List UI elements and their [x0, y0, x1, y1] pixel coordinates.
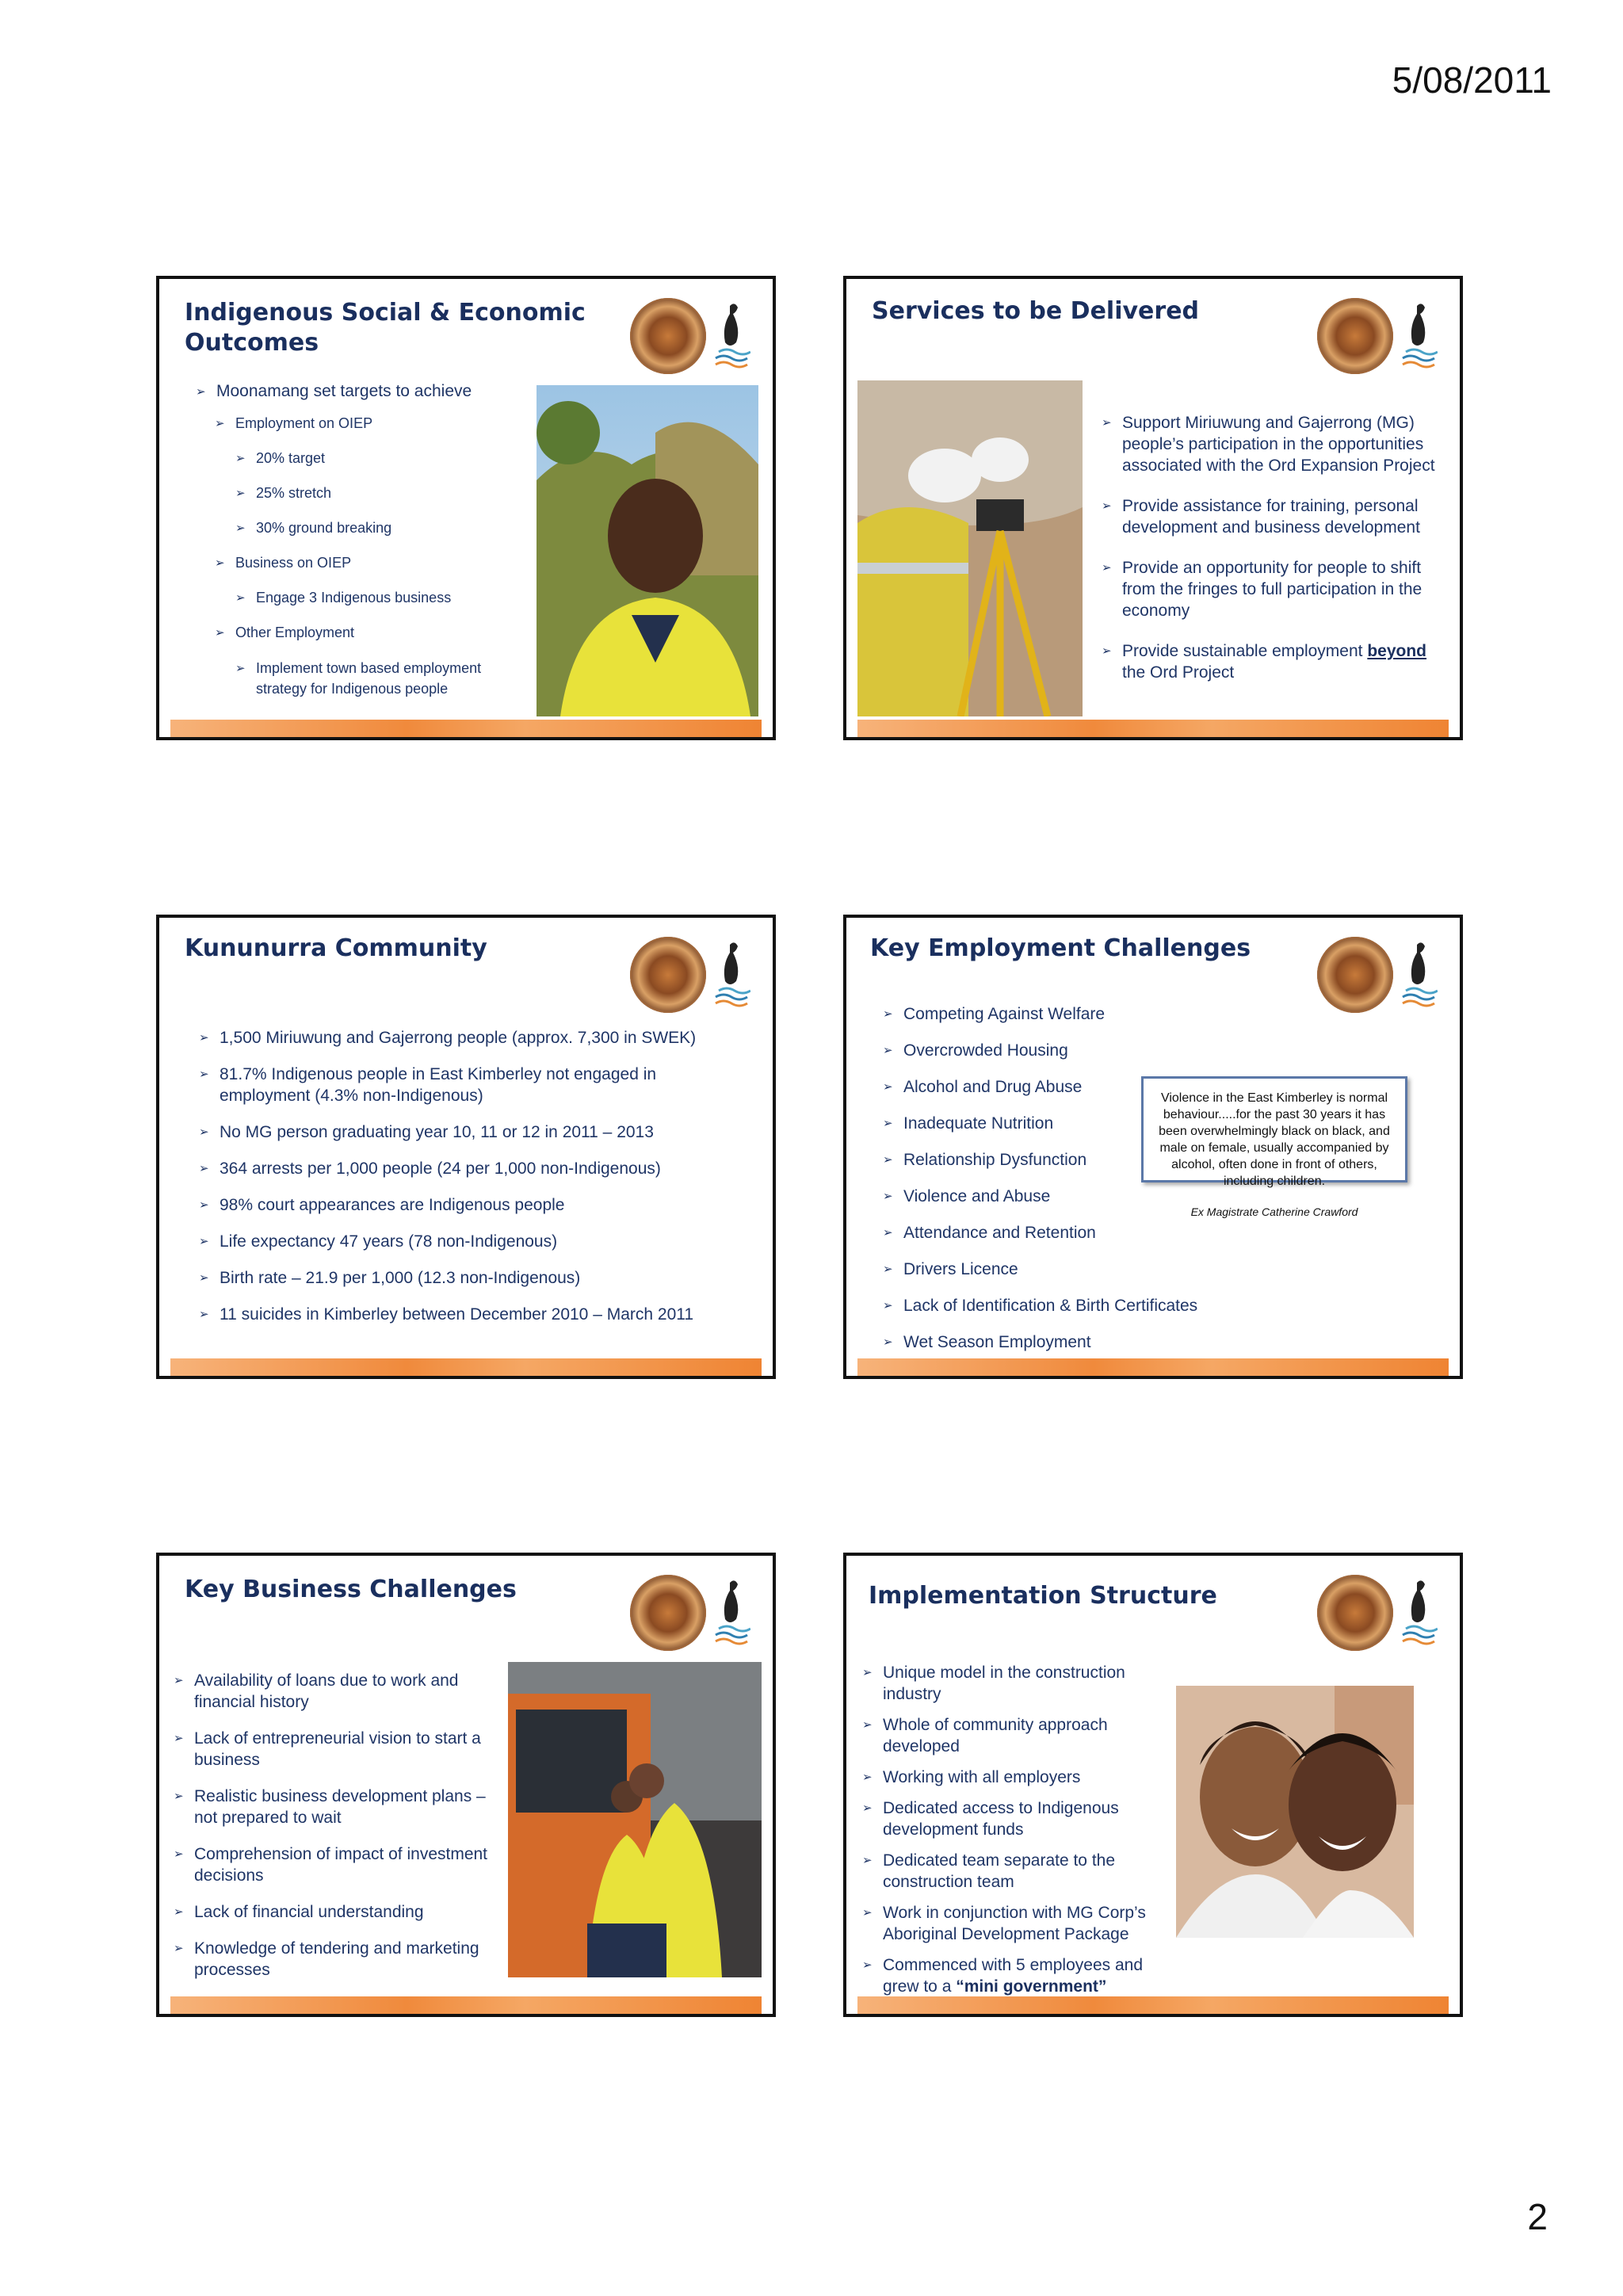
list-item: ➢ 98% court appearances are Indigenous people — [199, 1194, 754, 1216]
quote-attribution: Ex Magistrate Catherine Crawford — [1190, 1205, 1358, 1218]
list-item: ➢ Birth rate – 21.9 per 1,000 (12.3 non-Indigenous) — [199, 1267, 754, 1289]
photo-worker-smiling — [537, 385, 758, 716]
seal-logo-icon — [630, 937, 706, 1013]
slide-implementation — [843, 1553, 1463, 2017]
seal-logo-icon — [630, 1575, 706, 1651]
emphasis-text: “mini government” — [956, 1977, 1107, 1996]
slide-business-challenges — [156, 1553, 776, 2017]
bullet-list — [862, 1662, 1155, 1997]
seal-logo-icon — [1317, 937, 1393, 1013]
bullet-list — [174, 1670, 506, 1981]
seal-logo-icon — [1317, 1575, 1393, 1651]
quote-text: Violence in the East Kimberley is normal behaviour.....for the past 30 years it has been overwhelmingly black on black, and male on female, usually accompanied by alcohol, often done in front of others, including children. — [1159, 1091, 1390, 1188]
logos — [630, 1575, 749, 1654]
list-item: ➢ Comprehension of impact of investment decisions — [174, 1843, 506, 1886]
list-item: ➢ Implement town based employment strategy for Indigenous people — [235, 658, 494, 699]
list-item: ➢ Relationship Dysfunction — [883, 1149, 1247, 1171]
page-number: 2 — [1527, 2196, 1548, 2237]
bird-logo-icon — [1400, 301, 1438, 372]
slide-title: Key Employment Challenges — [870, 934, 1251, 962]
list-item: ➢ Other Employment — [215, 623, 537, 642]
list-item: ➢ 1,500 Miriuwung and Gajerrong people (approx. 7,300 in SWEK) — [199, 1027, 754, 1049]
list-item: ➢ Provide sustainable employment beyond the Ord Project — [1102, 640, 1450, 683]
photo-bus-workers — [508, 1662, 762, 1977]
bird-logo-icon — [1400, 940, 1438, 1011]
slide-footer-band — [857, 1996, 1449, 2014]
list-item: ➢ Work in conjunction with MG Corp’s Aboriginal Development Package — [862, 1902, 1155, 1945]
logos — [1317, 298, 1436, 377]
slide-kununurra — [156, 915, 776, 1379]
list-item: ➢ Commenced with 5 employees and grew to a “mini government” — [862, 1954, 1155, 1997]
list-item: ➢ Working with all employers — [862, 1767, 1155, 1788]
slide-title: Key Business Challenges — [185, 1576, 517, 1603]
slide-title: Indigenous Social & Economic Outcomes — [185, 299, 586, 357]
list-item: ➢ Lack of entrepreneurial vision to start a business — [174, 1728, 506, 1771]
list-item: ➢ 81.7% Indigenous people in East Kimberley not engaged in employment (4.3% non-Indigenous) — [199, 1064, 711, 1106]
emphasis-text: beyond — [1367, 642, 1427, 660]
list-item: ➢ 20% target — [235, 449, 537, 468]
list-item: ➢ Inadequate Nutrition — [883, 1113, 1247, 1134]
slide-title: Services to be Delivered — [872, 297, 1200, 325]
list-item: ➢ Provide assistance for training, personal development and business development — [1102, 495, 1450, 538]
list-item: ➢ Dedicated team separate to the construction team — [862, 1850, 1155, 1893]
seal-logo-icon — [1317, 298, 1393, 374]
list-item: ➢ Lack of financial understanding — [174, 1901, 506, 1923]
photo-smiling-youth — [1176, 1686, 1414, 1938]
list-item: ➢ Drivers Licence — [883, 1259, 1247, 1280]
list-item: ➢ Support Miriuwung and Gajerrong (MG) people’s participation in the opportunities associated with the Ord Expansion Project — [1102, 412, 1450, 476]
list-item: ➢ 30% ground breaking — [235, 518, 537, 537]
slide-footer-band — [170, 720, 762, 737]
bullet-list — [199, 1027, 754, 1325]
logos — [1317, 1575, 1436, 1654]
list-item: ➢ Unique model in the construction industry — [862, 1662, 1155, 1705]
slide-footer-band — [170, 1996, 762, 2014]
seal-logo-icon — [630, 298, 706, 374]
list-item: ➢ 364 arrests per 1,000 people (24 per 1,000 non-Indigenous) — [199, 1158, 754, 1179]
slide-title: Implementation Structure — [869, 1582, 1217, 1610]
list-item: ➢ Dedicated access to Indigenous development funds — [862, 1797, 1155, 1840]
slide-employment-challenges — [843, 915, 1463, 1379]
logos — [630, 298, 749, 377]
list-item: ➢ Wet Season Employment — [883, 1331, 1247, 1353]
list-item: ➢ Engage 3 Indigenous business — [235, 588, 537, 607]
list-item: ➢ Violence and Abuse — [883, 1186, 1247, 1207]
logos — [1317, 937, 1436, 1016]
bird-logo-icon — [712, 1578, 750, 1649]
list-item: ➢ Attendance and Retention — [883, 1222, 1247, 1244]
slide-services — [843, 276, 1463, 740]
quote-box — [1141, 1076, 1407, 1218]
list-item: ➢ Life expectancy 47 years (78 non-Indigenous) — [199, 1231, 754, 1252]
bullet-list — [1102, 412, 1450, 683]
list-item: ➢ 25% stretch — [235, 483, 537, 502]
list-item: ➢ Lack of Identification & Birth Certificates — [883, 1295, 1247, 1316]
bird-logo-icon — [712, 301, 750, 372]
bird-logo-icon — [1400, 1578, 1438, 1649]
list-item: ➢ Business on OIEP — [215, 553, 537, 572]
page-date: 5/08/2011 — [1392, 59, 1552, 101]
list-item: ➢ Provide an opportunity for people to shift from the fringes to full participation in the economy — [1102, 557, 1450, 621]
list-item: ➢ Availability of loans due to work and financial history — [174, 1670, 506, 1713]
list-item: ➢ Knowledge of tendering and marketing processes — [174, 1938, 506, 1981]
slide-footer-band — [170, 1358, 762, 1376]
slide-footer-band — [857, 1358, 1449, 1376]
list-item: ➢ Whole of community approach developed — [862, 1714, 1155, 1757]
list-item: ➢ Alcohol and Drug Abuse — [883, 1076, 1247, 1098]
list-item: ➢ 11 suicides in Kimberley between December 2010 – March 2011 — [199, 1304, 754, 1325]
slide-footer-band — [857, 720, 1449, 737]
bird-logo-icon — [712, 940, 750, 1011]
slide-title: Kununurra Community — [185, 934, 487, 962]
slide-indigenous-outcomes — [156, 276, 776, 740]
list-item: ➢ Realistic business development plans – not prepared to wait — [174, 1786, 506, 1828]
bullet-list — [196, 380, 537, 699]
list-item: ➢ Moonamang set targets to achieve — [196, 380, 537, 403]
logos — [630, 937, 749, 1016]
list-item: ➢ No MG person graduating year 10, 11 or 12 in 2011 – 2013 — [199, 1121, 754, 1143]
list-item: ➢ Competing Against Welfare — [883, 1003, 1247, 1025]
photo-surveyors — [857, 380, 1083, 716]
list-item: ➢ Overcrowded Housing — [883, 1040, 1247, 1061]
list-item: ➢ Employment on OIEP — [215, 414, 537, 433]
